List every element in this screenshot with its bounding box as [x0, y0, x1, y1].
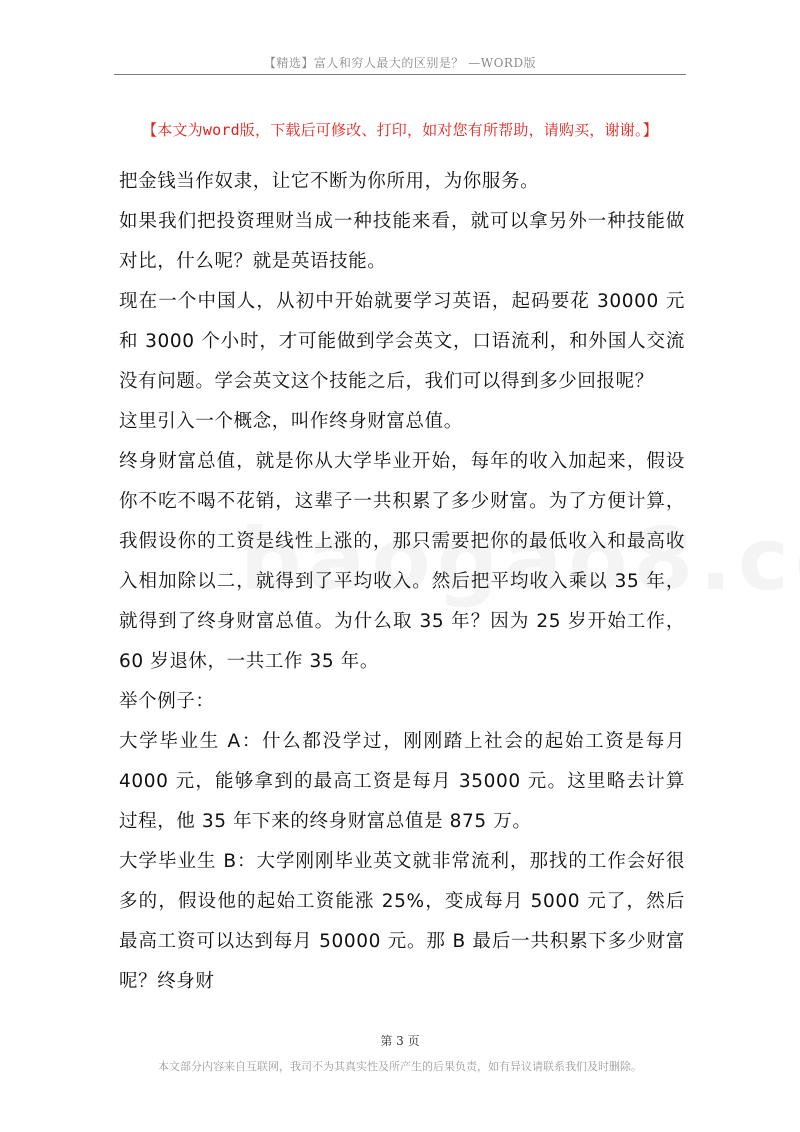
article-body [119, 162, 685, 1002]
page-header-title: 【精选】富人和穷人最大的区别是？ —WORD版 [263, 56, 537, 70]
paragraph-4: 这里引入一个概念，叫作终身财富总值。 [119, 411, 463, 432]
paragraph-3: 现在一个中国人，从初中开始就要学习英语，起码要花 30000 元和 3000 个小时，才可能做到学会英文，口语流利，和外国人交流没有问题。学会英文这个技能之后，我们可以得到多少回报呢？ [119, 291, 685, 392]
paragraph-7: 大学毕业生 A：什么都没学过，刚刚踏上社会的起始工资是每月 4000 元，能够拿到的最高工资是每月 35000 元。这里略去计算过程，他 35 年下来的终身财富总值是 875 万。 [119, 731, 685, 832]
header-divider [114, 74, 686, 75]
footer-disclaimer: 本文部分内容来自互联网，我司不为其真实性及所产生的后果负责，如有异议请联系我们及时删除。 [158, 1060, 642, 1073]
download-notice: 【本文为word版，下载后可修改、打印，如对您有所帮助，请购买，谢谢。】 [142, 121, 658, 139]
page-number: 第 3 页 [380, 1034, 420, 1048]
paragraph-5: 终身财富总值，就是你从大学毕业开始，每年的收入加起来，假设你不吃不喝不花销，这辈子一共积累了多少财富。为了方便计算，我假设你的工资是线性上涨的，那只需要把你的最低收入和最高收入相加除以二，就得到了平均收入。然后把平均收入乘以 35 年，就得到了终身财富总值。为什么取 35 年？因为 25 岁开始工作，60 岁退休，一共工作 35 年。 [119, 451, 685, 672]
paragraph-8: 大学毕业生 B：大学刚刚毕业英文就非常流利，那找的工作会好很多的，假设他的起始工资能涨 25%，变成每月 5000 元了，然后最高工资可以达到每月 50000 元。那 B 最后一共积累下多少财富呢？终身财 [119, 851, 685, 992]
paragraph-6: 举个例子： [119, 691, 215, 712]
paragraph-1: 把金钱当作奴隶，让它不断为你所用，为你服务。 [119, 171, 540, 192]
paragraph-2: 如果我们把投资理财当成一种技能来看，就可以拿另外一种技能做对比，什么呢？就是英语技能。 [119, 211, 685, 272]
